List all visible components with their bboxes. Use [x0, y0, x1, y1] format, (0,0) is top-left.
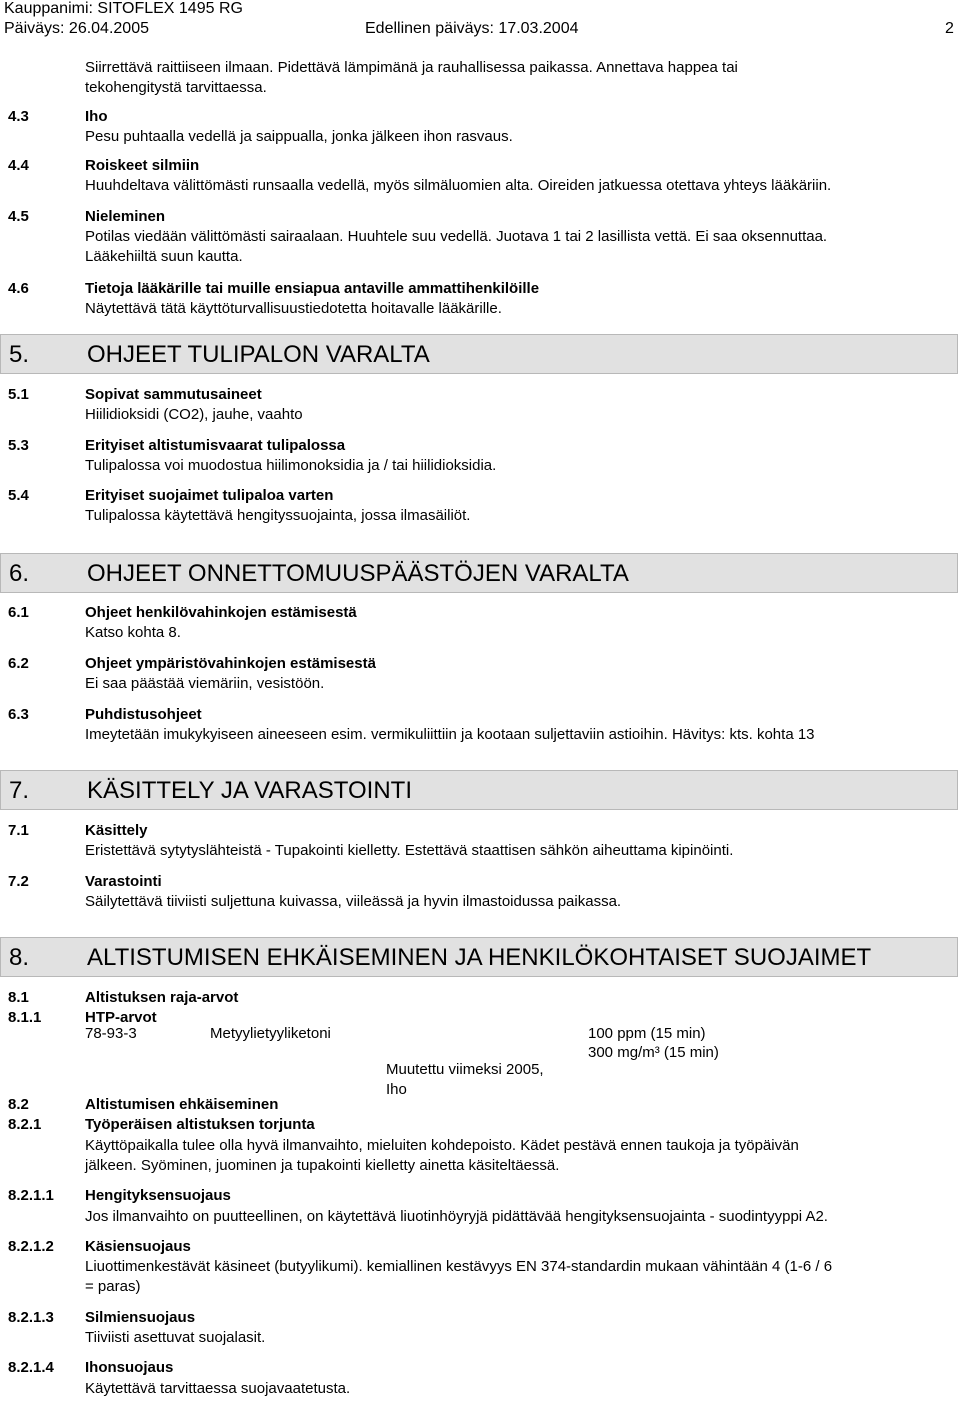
section6-heading [0, 553, 958, 593]
s51-title: Sopivat sammutusaineet [85, 386, 262, 403]
s45-text-line1: Potilas viedään välittömästi sairaalaan. Huuhtele suu vedellä. Juotava 1 tai 2 lasillista vettä. Ei saa oksennuttaa. [85, 228, 828, 245]
section5-heading [0, 334, 958, 374]
s54-number: 5.4 [8, 487, 29, 504]
s43-number: 4.3 [8, 108, 29, 125]
s82-title: Altistumisen ehkäiseminen [85, 1096, 279, 1113]
s44-number: 4.4 [8, 157, 29, 174]
section5-number: 5. [9, 341, 30, 368]
s821-title: Työperäisen altistuksen torjunta [85, 1116, 315, 1133]
section8-title: ALTISTUMISEN EHKÄISEMINEN JA HENKILÖKOHTAISET SUOJAIMET [87, 944, 872, 971]
s62-text: Ei saa päästää viemäriin, vesistöön. [85, 675, 325, 692]
s46-number: 4.6 [8, 280, 29, 297]
s54-title: Erityiset suojaimet tulipaloa varten [85, 487, 334, 504]
s821-text-line1: Käyttöpaikalla tulee olla hyvä ilmanvaihto, mieluiten kohdepoisto. Kädet pestävä ennen taukoja ja työpäivän [85, 1137, 799, 1154]
s53-title: Erityiset altistumisvaarat tulipalossa [85, 437, 346, 454]
s71-title: Käsittely [85, 822, 148, 839]
s4-intro-line2: tekohengitystä tarvittaessa. [85, 79, 267, 96]
previous-date: Edellinen päiväys: 17.03.2004 [365, 20, 579, 37]
s63-text: Imeytetään imukykyiseen aineeseen esim. vermikuliittiin ja kootaan suljettaviin astioihin. Hävitys: kts. kohta 13 [85, 726, 815, 743]
s71-text: Eristettävä sytytyslähteistä - Tupakointi kielletty. Estettävä staattisen sähkön aiheuttama kipinöinti. [85, 842, 734, 859]
s8212-text-line1: Liuottimenkestävät käsineet (butyylikumi). kemiallinen kestävyys EN 374-standardin mukaan vähintään 4 (1-6 / 6 [85, 1258, 833, 1275]
s8211-title: Hengityksensuojaus [85, 1187, 231, 1204]
s51-text: Hiilidioksidi (CO2), jauhe, vaahto [85, 406, 303, 423]
s81-number: 8.1 [8, 989, 29, 1006]
s45-number: 4.5 [8, 208, 29, 225]
section8-heading [0, 937, 958, 977]
section7-title: KÄSITTELY JA VARASTOINTI [87, 777, 412, 804]
s8213-title: Silmiensuojaus [85, 1309, 196, 1326]
s8214-text: Käytettävä tarvittaessa suojavaatetusta. [85, 1380, 351, 1397]
s811-title: HTP-arvot [85, 1009, 157, 1026]
s71-number: 7.1 [8, 822, 29, 839]
s61-title: Ohjeet henkilövahinkojen estämisestä [85, 604, 357, 621]
s8212-title: Käsiensuojaus [85, 1238, 191, 1255]
section6-number: 6. [9, 560, 30, 587]
document-date: Päiväys: 26.04.2005 [4, 20, 149, 37]
page-number: 2 [945, 20, 954, 37]
s8214-number: 8.2.1.4 [8, 1359, 54, 1376]
updated-note: Muutettu viimeksi 2005, [386, 1061, 544, 1078]
s8213-number: 8.2.1.3 [8, 1309, 54, 1326]
s44-text: Huuhdeltava välittömästi runsaalla vedellä, myös silmäluomien alta. Oireiden jatkuessa otettava yhteys lääkäriin. [85, 177, 832, 194]
substance-name: Metyylietyyliketoni [210, 1025, 331, 1042]
section5-title: OHJEET TULIPALON VARALTA [87, 341, 430, 368]
s8211-number: 8.2.1.1 [8, 1187, 54, 1204]
s821-number: 8.2.1 [8, 1116, 42, 1133]
s44-title: Roiskeet silmiin [85, 157, 200, 174]
skin-note: Iho [386, 1081, 407, 1098]
s43-title: Iho [85, 108, 108, 125]
s8211-text: Jos ilmanvaihto on puutteellinen, on käytettävä liuotinhöyryjä pidättävää hengityksensuojainta - suodintyyppi A2. [85, 1208, 828, 1225]
s62-number: 6.2 [8, 655, 29, 672]
s8214-title: Ihonsuojaus [85, 1359, 174, 1376]
s45-title: Nieleminen [85, 208, 166, 225]
limit-value-mg: 300 mg/m³ (15 min) [588, 1044, 719, 1061]
section6-title: OHJEET ONNETTOMUUSPÄÄSTÖJEN VARALTA [87, 560, 629, 587]
s72-number: 7.2 [8, 873, 29, 890]
s43-text: Pesu puhtaalla vedellä ja saippualla, jonka jälkeen ihon rasvaus. [85, 128, 513, 145]
s8212-number: 8.2.1.2 [8, 1238, 54, 1255]
s61-text: Katso kohta 8. [85, 624, 181, 641]
s4-intro-line1: Siirrettävä raittiiseen ilmaan. Pidettävä lämpimänä ja rauhallisessa paikassa. Annettava happea tai [85, 59, 738, 76]
product-name: Kauppanimi: SITOFLEX 1495 RG [4, 0, 243, 17]
s61-number: 6.1 [8, 604, 29, 621]
s62-title: Ohjeet ympäristövahinkojen estämisestä [85, 655, 376, 672]
section8-number: 8. [9, 944, 30, 971]
s54-text: Tulipalossa käytettävä hengityssuojainta, jossa ilmasäiliöt. [85, 507, 471, 524]
s63-title: Puhdistusohjeet [85, 706, 202, 723]
s72-title: Varastointi [85, 873, 162, 890]
s63-number: 6.3 [8, 706, 29, 723]
s46-title: Tietoja lääkärille tai muille ensiapua antaville ammattihenkilöille [85, 280, 540, 297]
s821-text-line2: jälkeen. Syöminen, juominen ja tupakointi kielletty ainetta käsiteltäessä. [85, 1157, 560, 1174]
s8213-text: Tiiviisti asettuvat suojalasit. [85, 1329, 266, 1346]
s53-number: 5.3 [8, 437, 29, 454]
s82-number: 8.2 [8, 1096, 29, 1113]
s46-text: Näytettävä tätä käyttöturvallisuustiedotetta hoitavalle lääkärille. [85, 300, 502, 317]
section7-heading [0, 770, 958, 810]
s811-number: 8.1.1 [8, 1009, 42, 1026]
s81-title: Altistuksen raja-arvot [85, 989, 239, 1006]
s8212-text-line2: = paras) [85, 1278, 141, 1295]
s72-text: Säilytettävä tiiviisti suljettuna kuivassa, viileässä ja hyvin ilmastoidussa paikassa. [85, 893, 622, 910]
s45-text-line2: Lääkehiiltä suun kautta. [85, 248, 243, 265]
section7-number: 7. [9, 777, 30, 804]
limit-value-ppm: 100 ppm (15 min) [588, 1025, 706, 1042]
s51-number: 5.1 [8, 386, 29, 403]
cas-number: 78-93-3 [85, 1025, 137, 1042]
s53-text: Tulipalossa voi muodostua hiilimonoksidia ja / tai hiilidioksidia. [85, 457, 497, 474]
